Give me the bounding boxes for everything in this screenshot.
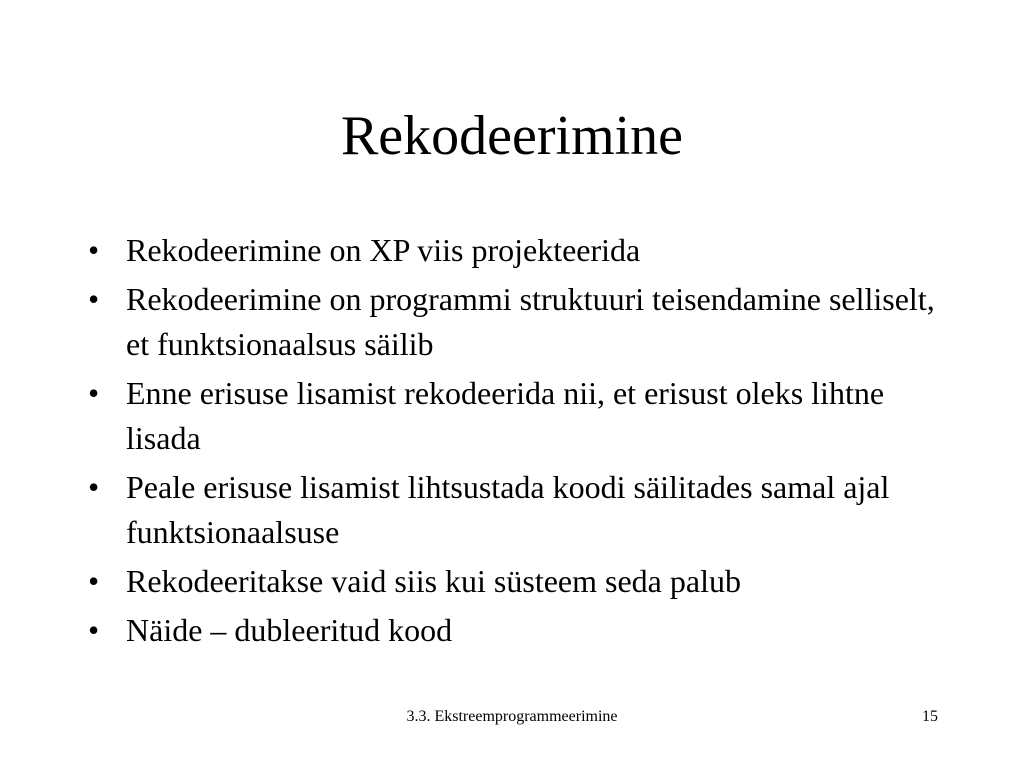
bullet-icon: • xyxy=(88,281,100,317)
bullet-item xyxy=(88,465,948,555)
bullet-text: Näide – dubleeritud kood xyxy=(126,612,453,648)
bullet-icon: • xyxy=(88,612,100,648)
slide-title: Rekodeerimine xyxy=(340,105,684,167)
bullet-icon: • xyxy=(88,563,100,599)
bullet-icon: • xyxy=(88,232,100,268)
footer-section-title: 3.3. Ekstreemprogrammeerimine xyxy=(406,708,618,725)
bullet-text: Rekodeerimine on programmi struktuuri teisendamine selliselt, et funktsionaalsus säilib xyxy=(126,281,935,362)
bullet-item xyxy=(88,608,948,653)
bullet-item xyxy=(88,371,948,461)
bullet-text: Rekodeerimine on XP viis projekteerida xyxy=(126,232,641,268)
bullet-icon: • xyxy=(88,375,100,411)
bullet-icon: • xyxy=(88,469,100,505)
bullet-text: Peale erisuse lisamist lihtsustada koodi säilitades samal ajal funktsionaalsuse xyxy=(126,469,890,550)
bullet-item xyxy=(88,228,948,273)
bullet-item xyxy=(88,559,948,604)
slide-number: 15 xyxy=(922,708,938,725)
bullet-text: Rekodeeritakse vaid siis kui süsteem seda palub xyxy=(126,563,741,599)
bullet-text: Enne erisuse lisamist rekodeerida nii, et erisust oleks lihtne lisada xyxy=(126,375,885,456)
bullet-item xyxy=(88,277,948,367)
bullet-list xyxy=(88,228,948,657)
